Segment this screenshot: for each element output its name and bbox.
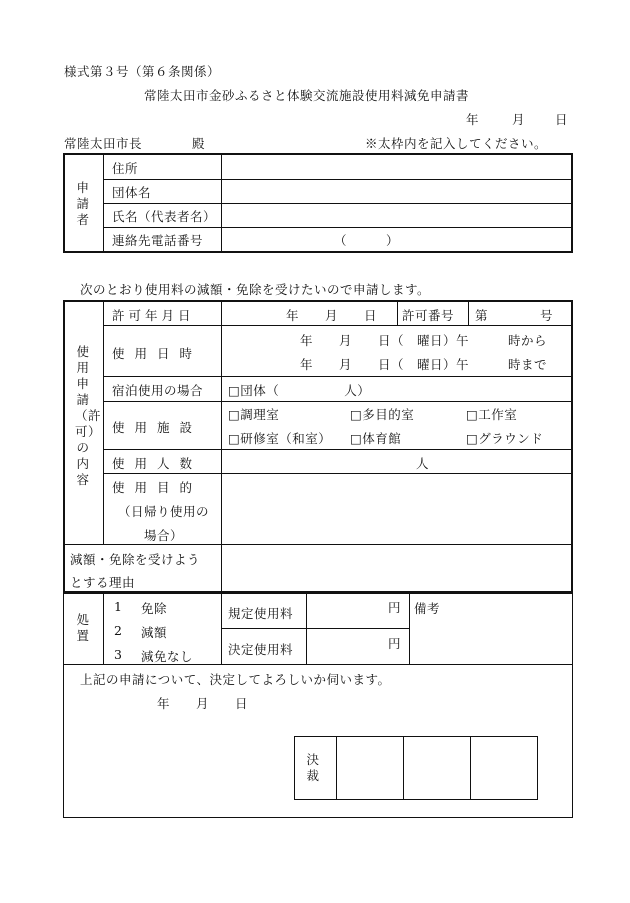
option-3-number: 3: [114, 647, 123, 662]
remarks-label: 備考: [414, 601, 441, 616]
usage-datetime-to[interactable]: 年 月 日（ 曜日）午 時まで: [300, 357, 548, 372]
address-label: 住所: [112, 161, 139, 176]
form-title: 常陸太田市金砂ふるさと体験交流施設使用料減免申請書: [144, 88, 470, 103]
option-exemption[interactable]: 免除: [141, 601, 168, 616]
lodging-label: 宿泊使用の場合: [112, 383, 204, 398]
permit-date-label: 許可年月日: [112, 308, 195, 323]
facility-label: 使用施設: [112, 420, 203, 435]
usage-datetime-label: 使用日時: [112, 346, 203, 361]
phone-parens[interactable]: （ ）: [334, 233, 400, 248]
facility-craft-room[interactable]: □工作室: [466, 407, 518, 422]
lodging-group-checkbox[interactable]: □団体（ 人）: [228, 383, 371, 398]
intro-sentence: 次のとおり使用料の減額・免除を受けたいので申請します。: [80, 282, 431, 297]
stamp-cell-2[interactable]: [404, 737, 470, 799]
purpose-label: 使用目的: [112, 480, 203, 495]
applicant-section-label: 申請者: [76, 180, 90, 227]
reason-label-1: 減額・免除を受けよう: [70, 552, 201, 567]
usage-section-label: 使用申請（許可）の内容: [75, 344, 102, 487]
permit-number-label: 許可番号: [402, 308, 455, 323]
decided-fee-yen: 円: [388, 636, 402, 651]
permit-number-value[interactable]: 第 号: [475, 308, 554, 323]
purpose-sub-1: （日帰り使用の: [118, 504, 210, 519]
group-name-label: 団体名: [112, 185, 152, 200]
facility-cooking-room[interactable]: □調理室: [228, 407, 280, 422]
people-unit: 人: [416, 456, 430, 471]
decided-fee-label: 決定使用料: [228, 642, 294, 657]
approval-date: 年 月 日: [157, 696, 249, 711]
fill-note: ※太枠内を記入してください。: [365, 136, 548, 151]
facility-gymnasium[interactable]: □体育館: [350, 431, 402, 446]
form-number: 様式第３号（第６条関係）: [64, 64, 221, 79]
facility-ground[interactable]: □グラウンド: [466, 431, 544, 446]
option-2-number: 2: [114, 623, 123, 638]
stamp-cell-1[interactable]: [337, 737, 403, 799]
representative-name-label: 氏名（代表者名）: [112, 209, 217, 224]
date-day: 日: [555, 112, 569, 127]
kessai-label: 決裁: [306, 752, 320, 783]
disposition-label: 処置: [76, 612, 90, 643]
option-1-number: 1: [114, 599, 123, 614]
honorific: 殿: [192, 136, 206, 151]
regular-fee-yen: 円: [388, 600, 402, 615]
regular-fee-label: 規定使用料: [228, 606, 294, 621]
option-reduction[interactable]: 減額: [141, 625, 168, 640]
option-no-reduction[interactable]: 減免なし: [141, 649, 194, 664]
addressee: 常陸太田市長: [64, 136, 143, 151]
phone-label: 連絡先電話番号: [112, 233, 204, 248]
facility-multipurpose-room[interactable]: □多目的室: [350, 407, 415, 422]
reason-label-2: とする理由: [70, 575, 136, 590]
date-month: 月: [512, 112, 526, 127]
date-year: 年: [466, 112, 480, 127]
purpose-sub-2: 場合）: [144, 528, 184, 543]
usage-datetime-from[interactable]: 年 月 日（ 曜日）午 時から: [300, 333, 548, 348]
facility-training-room[interactable]: □研修室（和室）: [228, 431, 332, 446]
approval-text: 上記の申請について、決定してよろしいか伺います。: [80, 672, 391, 687]
permit-date-value[interactable]: 年 月 日: [286, 308, 378, 323]
stamp-cell-3[interactable]: [471, 737, 537, 799]
people-count-label: 使用人数: [112, 456, 203, 471]
